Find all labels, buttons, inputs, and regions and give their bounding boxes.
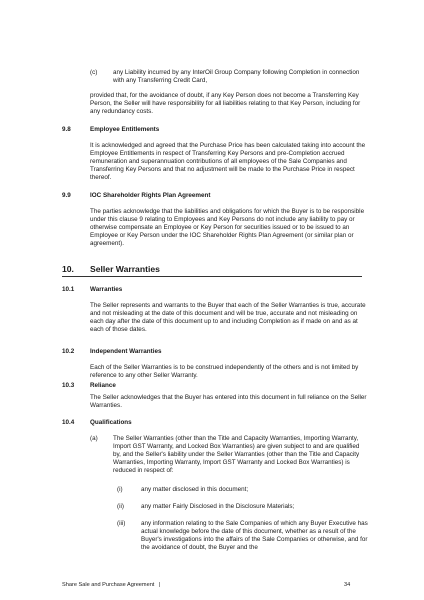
clause-10-1-body: The Seller represents and warrants to the Buyer that each of the Seller Warranties is true, accurate and not misleading at the date of this document and will be true, accurate and not misleading on each day after the date of this document up to and including Completion as if made on and as at each of those dates.	[90, 302, 366, 334]
clause-9-9-body: The parties acknowledge that the liabilities and obligations for which the Buyer is to be responsible under this clause 9 relating to Employees and Key Persons do not include any liability to pay or otherwise compensate an Employee or Key Person for securities issued or to be issued to an Employee or Key Person under the IOC Shareholder Rights Plan Agreement (or similar plan or agreement).	[90, 208, 365, 248]
footer-page-number: 34	[344, 582, 351, 588]
clause-10-2-number: 10.2	[62, 348, 75, 355]
list-item-text: any matter Fairly Disclosed in the Disclosure Materials;	[141, 503, 295, 510]
clause-10-4-title: Qualifications	[90, 419, 132, 426]
clause-10-1-number: 10.1	[62, 286, 75, 293]
list-item-text: any matter disclosed in this document;	[141, 486, 249, 493]
list-item-label: (iii)	[117, 520, 126, 527]
section-divider	[62, 276, 362, 277]
clause-10-4-a-label: (a)	[90, 435, 98, 442]
clause-10-3-number: 10.3	[62, 382, 75, 389]
footer-title: Share Sale and Purchase Agreement	[62, 582, 155, 588]
clause-10-2-title: Independent Warranties	[90, 348, 162, 355]
clause-10-3-body: The Seller acknowledges that the Buyer has entered into this document in full reliance on the Seller Warranties.	[90, 394, 367, 410]
clause-9-9-title: IOC Shareholder Rights Plan Agreement	[90, 192, 211, 199]
clause-9-7-c-text: any Liability incurred by any InterOil Group Company following Completion in connection with any Transferring Credit Card,	[113, 69, 360, 85]
clause-10-1-title: Warranties	[90, 286, 123, 293]
clause-9-9-number: 9.9	[62, 192, 71, 199]
clause-10-3-title: Reliance	[90, 382, 116, 389]
clause-10-4-number: 10.4	[62, 419, 75, 426]
list-item-label: (ii)	[117, 503, 124, 510]
clause-9-7-c-label: (c)	[90, 69, 98, 76]
clause-9-8-title: Employee Entitlements	[90, 126, 160, 133]
footer-doc-title	[62, 582, 160, 589]
clause-9-7-proviso: provided that, for the avoidance of doubt, if any Key Person does not become a Transferring Key Person, the Seller will have responsibility for all liabilities relating to that Key Person, including for any redundancy costs.	[90, 92, 361, 116]
clause-9-8-number: 9.8	[62, 126, 71, 133]
clause-10-2-body: Each of the Seller Warranties is to be construed independently of the others and is not limited by reference to any other Seller Warranty.	[90, 364, 359, 380]
list-item-label: (i)	[117, 486, 123, 493]
section-10-title: Seller Warranties	[90, 264, 160, 274]
clause-9-8-body: It is acknowledged and agreed that the Purchase Price has been calculated taking into account the Employee Entitlements in respect of Transferring Key Persons and pre-Completion accrued remuneration and superannuation contributions of all employees of the Sale Companies and Transferring Key Persons and that no adjustment will be made to the Purchase Price in respect thereof.	[90, 142, 366, 182]
list-item-text: any information relating to the Sale Companies of which any Buyer Executive has actual knowledge before the date of this document, whether as a result of the Buyer's investigations into the affairs of the Sale Companies or otherwise, and for the avoidance of doubt, the Buyer and the	[141, 520, 368, 552]
clause-10-4-a-text: The Seller Warranties (other than the Title and Capacity Warranties, Importing Warranty, Import GST Warranty, and Locked Box Warranties) are given subject to and are qualified by, and the Seller's liability under the Seller Warranties (other than the Title and Capacity Warranties, Importing Warranty, Import GST Warranty and Locked Box Warranties) is reduced in respect of:	[113, 435, 360, 475]
footer-separator: |	[158, 582, 161, 588]
section-10-number: 10.	[62, 264, 74, 274]
